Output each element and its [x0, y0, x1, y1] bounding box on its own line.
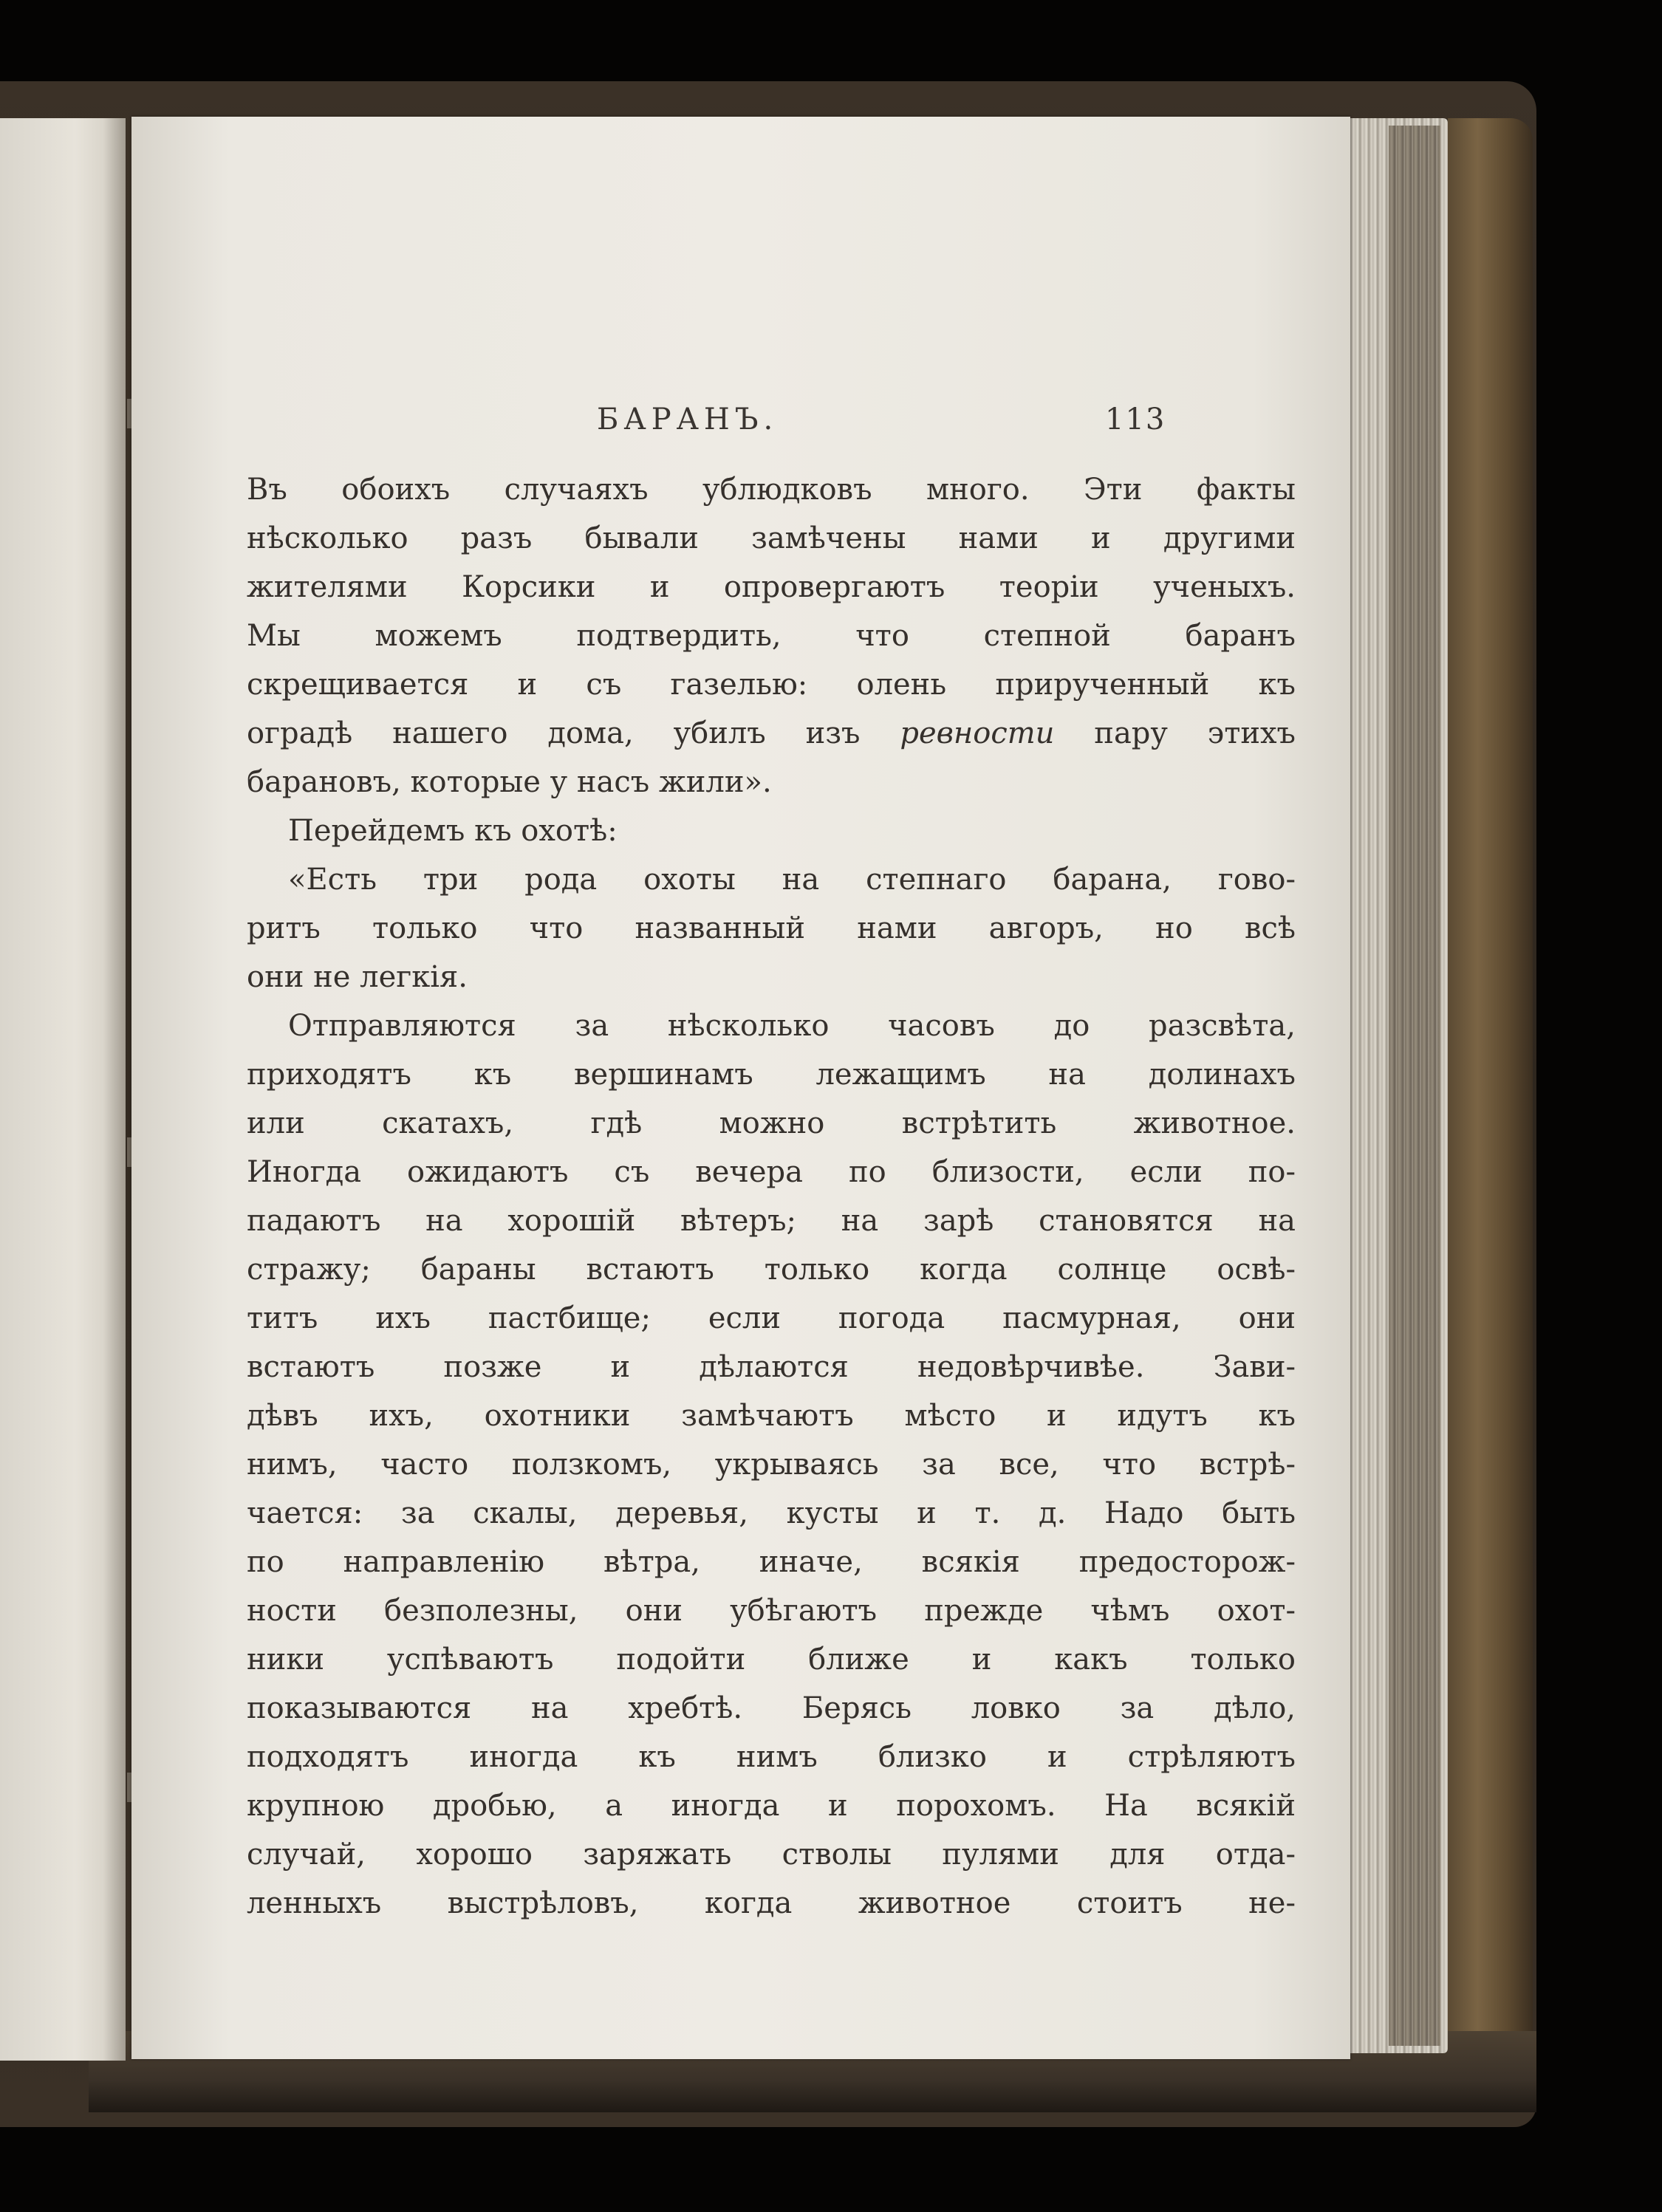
text-line: падаютъ на хорошій вѣтеръ; на зарѣ становятся на [247, 1204, 1296, 1238]
text-line: нѣсколько разъ бывали замѣчены нами и другими [247, 521, 1296, 555]
text-line: случай, хорошо заряжать стволы пулями для отда- [247, 1838, 1296, 1872]
text-line: жителями Корсики и опровергаютъ теоріи ученыхъ. [247, 570, 1296, 604]
text-line: ритъ только что названный нами авгоръ, но всѣ [247, 911, 1296, 945]
text-line: ленныхъ выстрѣловъ, когда животное стоитъ не- [247, 1886, 1296, 1920]
text-line: Отправляются за нѣсколько часовъ до разсвѣта, [288, 1009, 1296, 1043]
text-line: или скатахъ, гдѣ можно встрѣтить животное. [247, 1106, 1296, 1140]
text-line [247, 709, 1296, 758]
text-line: ники успѣваютъ подойти ближе и какъ только [247, 1643, 1296, 1677]
text-line: Въ обоихъ случаяхъ ублюдковъ много. Эти факты [247, 473, 1296, 507]
text-line: титъ ихъ пастбище; если погода пасмурная, они [247, 1301, 1296, 1335]
text-line: по направленію вѣтра, иначе, всякія предосторож- [247, 1545, 1296, 1579]
italic-word: ревности [900, 716, 1055, 750]
text-line: скрещивается и съ газелью: олень прирученный къ [247, 668, 1296, 702]
text-line: они не легкія. [247, 960, 468, 994]
page-stack-shadow [1389, 126, 1440, 2046]
text-line: показываются на хребтѣ. Берясь ловко за дѣло, [247, 1691, 1296, 1725]
running-head [131, 403, 1350, 447]
cover-edge [1448, 118, 1533, 2083]
text-segment: оградѣ нашего дома, убилъ изъ [247, 716, 900, 750]
body-text [247, 465, 1296, 1928]
text-line: «Есть три рода охоты на степнаго барана, гово- [288, 863, 1296, 897]
text-line: крупною дробью, а иногда и порохомъ. На всякій [247, 1789, 1296, 1823]
text-line: дѣвъ ихъ, охотники замѣчаютъ мѣсто и идутъ къ [247, 1399, 1296, 1433]
text-line: стражу; бараны встаютъ только когда солнце освѣ- [247, 1253, 1296, 1287]
text-segment: пару этихъ [1054, 716, 1296, 750]
page-number: 113 [1105, 403, 1166, 436]
book-page [131, 117, 1350, 2059]
text-line: приходятъ къ вершинамъ лежащимъ на долинахъ [247, 1058, 1296, 1092]
text-line: чается: за скалы, деревья, кусты и т. д. Надо быть [247, 1496, 1296, 1530]
text-line: барановъ, которые у насъ жили». [247, 765, 772, 799]
text-line: Иногда ожидаютъ съ вечера по близости, если по- [247, 1155, 1296, 1189]
text-line: подходятъ иногда къ нимъ близко и стрѣляютъ [247, 1740, 1296, 1774]
text-line: встаютъ позже и дѣлаются недовѣрчивѣе. Зави- [247, 1350, 1296, 1384]
running-title: БАРАНЪ. [597, 403, 779, 436]
text-line: нимъ, часто ползкомъ, укрываясь за все, что встрѣ- [247, 1448, 1296, 1482]
text-line: ности безполезны, они убѣгаютъ прежде чѣмъ охот- [247, 1594, 1296, 1628]
text-line: Мы можемъ подтвердить, что степной баранъ [247, 619, 1296, 653]
text-line: Перейдемъ къ охотѣ: [288, 814, 618, 848]
